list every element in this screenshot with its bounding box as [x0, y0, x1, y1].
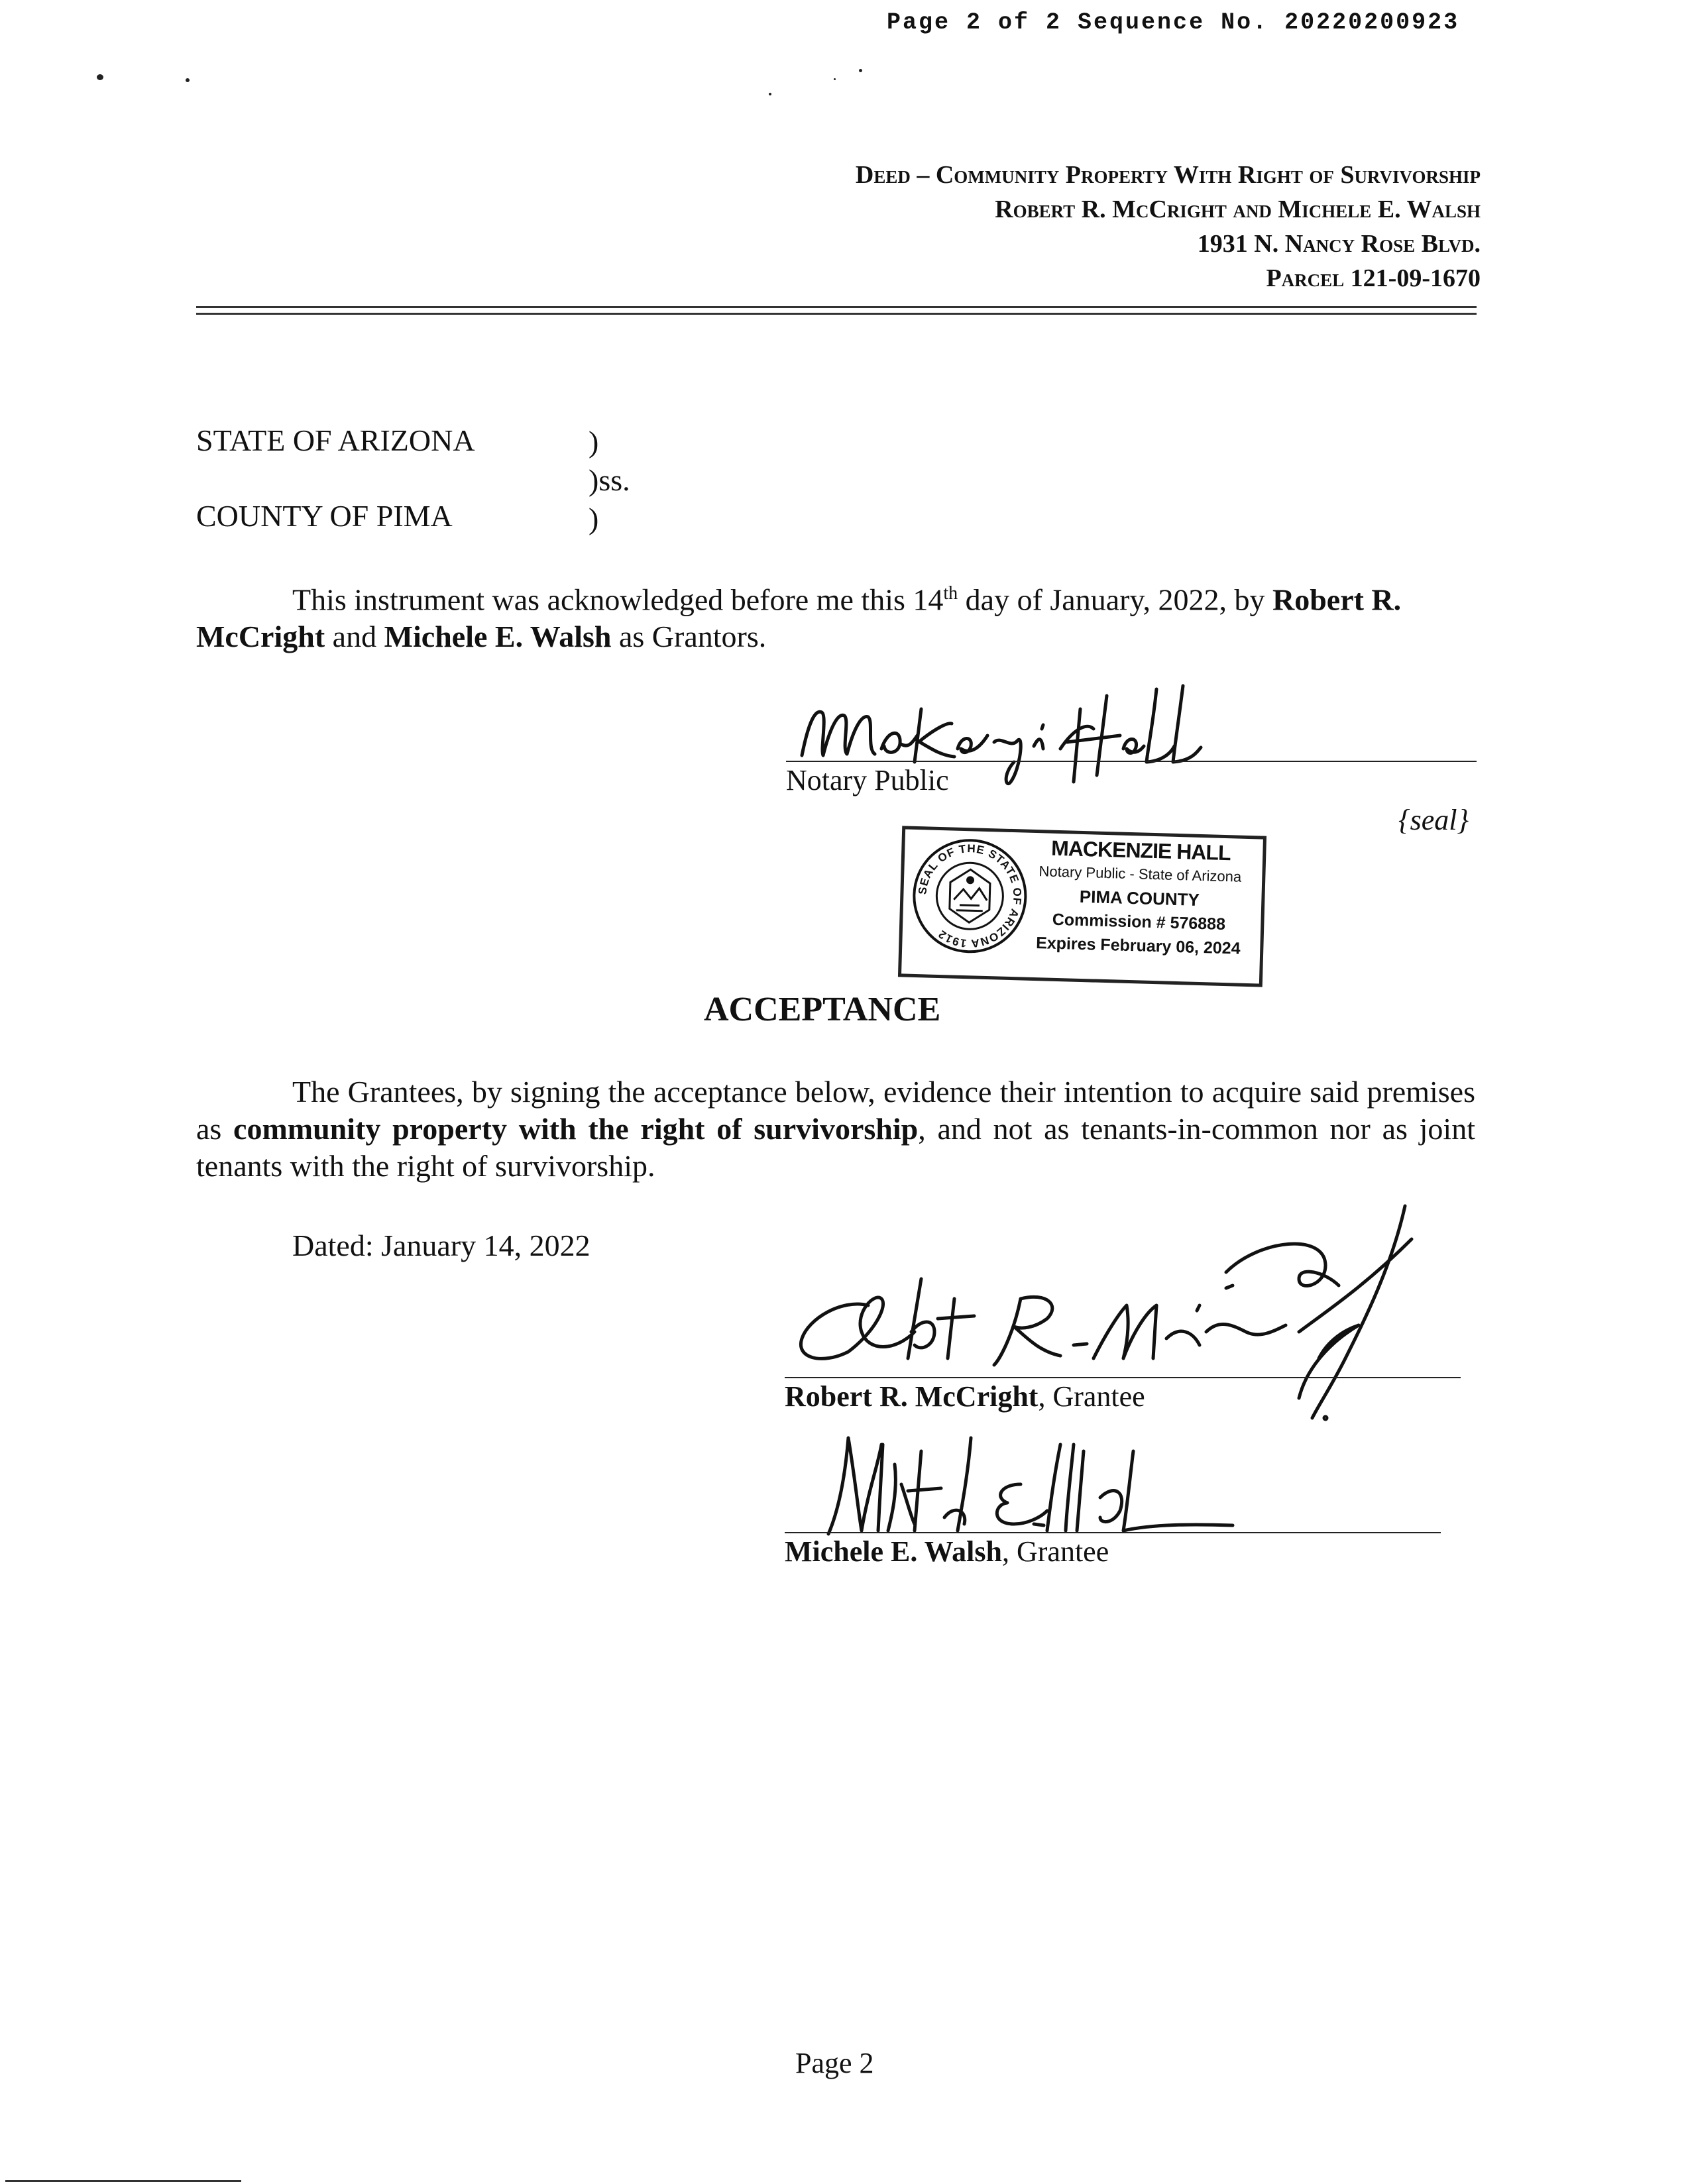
ack-and: and	[325, 620, 384, 654]
venue-county: COUNTY OF PIMA	[196, 499, 453, 533]
acceptance-text-1: The Grantees, by signing the acceptance below, evidence their intention to acquire said premises as	[196, 1075, 1475, 1146]
recording-stamp: Page 2 of 2 Sequence No. 20220200923	[887, 9, 1460, 36]
grantee-2-role: , Grantee	[1001, 1535, 1109, 1568]
page-number: Page 2	[795, 2047, 874, 2079]
seal-ring-text: SEAL OF THE STATE OF ARIZONA 1912	[916, 842, 1024, 950]
seal-name: MACKENZIE HALL	[1050, 836, 1231, 865]
scan-speck	[186, 78, 190, 82]
venue-ss: )ss.	[589, 463, 630, 497]
seal-title: Notary Public - State of Arizona	[1039, 863, 1242, 885]
notary-signature-line	[786, 761, 1477, 762]
deed-header	[856, 158, 1481, 296]
grantee-1-label	[785, 1380, 1145, 1413]
scan-speck	[834, 78, 836, 80]
ack-text-2: day of January, 2022, by	[958, 582, 1272, 617]
grantee-1-signature	[795, 1199, 1432, 1451]
acceptance-text-2: , and not as tenants-in-common nor as joint tenants with the right of survivorship.	[196, 1112, 1475, 1183]
venue-paren-top: )	[589, 425, 599, 459]
grantee-1-name: Robert R. McCright	[785, 1380, 1039, 1413]
header-title: Deed – Community Property With Right of Survivorship	[855, 161, 1481, 189]
header-parcel: Parcel 121-09-1670	[1266, 264, 1481, 292]
seal-commission: Commission # 576888	[1052, 910, 1226, 934]
grantee-1-signature-line	[785, 1377, 1461, 1378]
venue-paren-bottom: )	[589, 502, 599, 535]
acceptance-paragraph	[196, 1073, 1475, 1185]
ack-text-3: as Grantors.	[611, 620, 767, 654]
venue-state: STATE OF ARIZONA	[196, 423, 475, 457]
grantee-2-name: Michele E. Walsh	[785, 1535, 1002, 1568]
grantee-2-signature	[822, 1425, 1246, 1537]
acceptance-heading: ACCEPTANCE	[704, 991, 941, 1028]
header-rule-top	[196, 306, 1477, 308]
state-seal-icon	[909, 835, 1031, 957]
grantee-2-signature-line	[785, 1532, 1441, 1533]
acknowledgment-paragraph	[196, 575, 1469, 655]
notary-seal-stamp	[898, 826, 1266, 987]
header-address: 1931 N. Nancy Rose Blvd.	[1197, 230, 1481, 258]
seal-label: {seal}	[1398, 804, 1469, 836]
grantee-1-role: , Grantee	[1038, 1380, 1145, 1413]
acceptance-bold: community property with the right of survivorship	[233, 1112, 919, 1146]
scan-speck	[97, 74, 103, 80]
seal-text	[1019, 835, 1261, 961]
footer-rule	[5, 2180, 241, 2182]
seal-expires: Expires February 06, 2024	[1035, 934, 1241, 958]
ack-text-1: This instrument was acknowledged before me this 14	[292, 582, 944, 617]
seal-county: PIMA COUNTY	[1079, 886, 1200, 910]
scan-speck	[769, 93, 771, 95]
scan-speck	[859, 69, 862, 72]
ack-grantor-1: Robert R. McCright	[196, 582, 1402, 654]
header-parties: Robert R. McCright and Michele E. Walsh	[995, 195, 1481, 223]
notary-public-label: Notary Public	[786, 764, 949, 796]
ack-grantor-2: Michele E. Walsh	[384, 620, 612, 654]
header-rule-bottom	[196, 313, 1477, 315]
grantee-2-label	[785, 1535, 1109, 1568]
ack-ordinal: th	[943, 583, 958, 604]
dated-line: Dated: January 14, 2022	[292, 1228, 590, 1262]
